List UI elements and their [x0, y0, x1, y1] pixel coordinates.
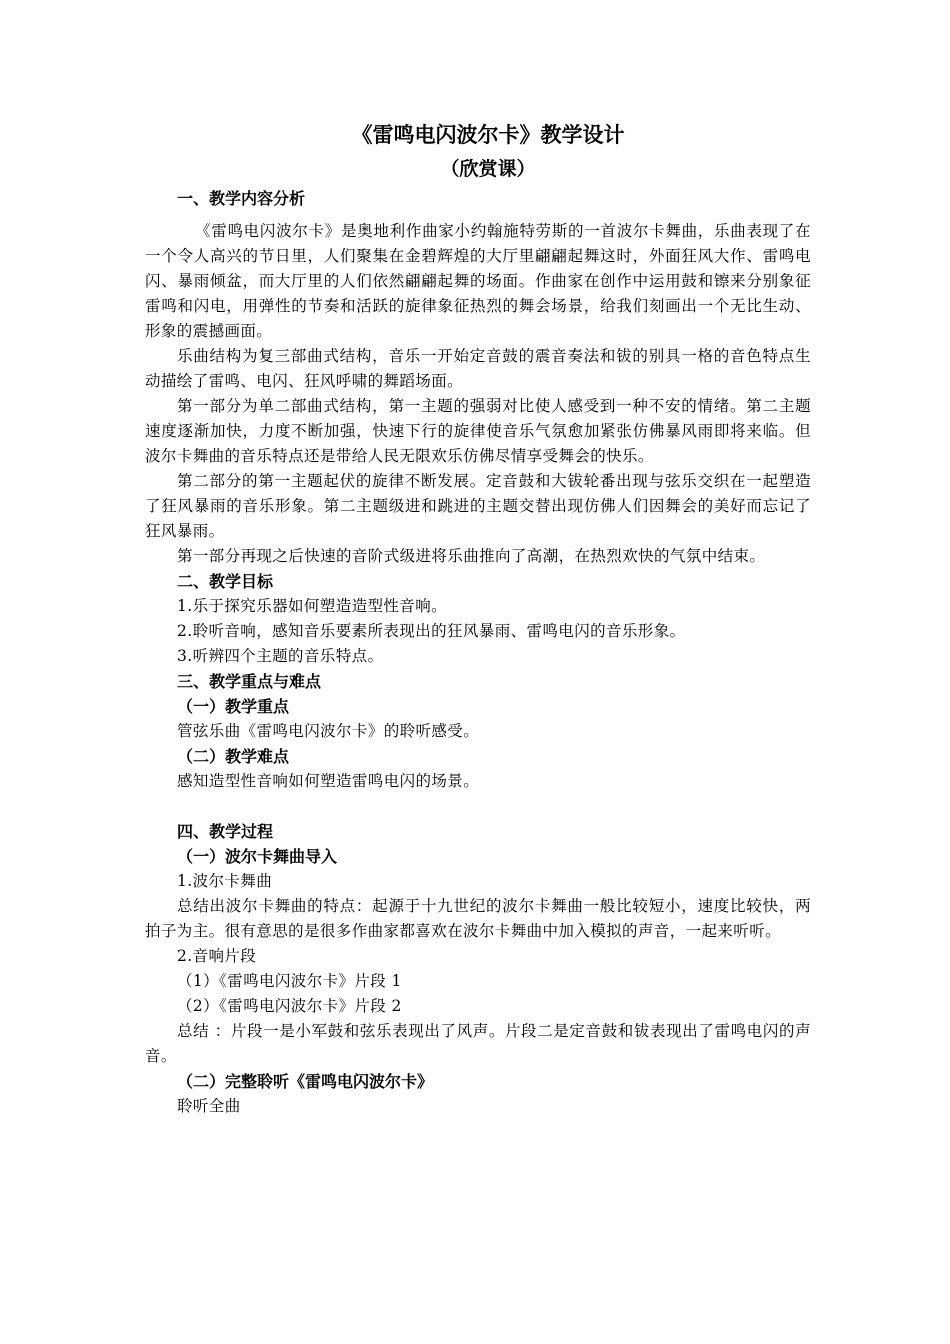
subheading-polka-intro: （一）波尔卡舞曲导入	[177, 847, 338, 866]
subheading-difficulty: （二）教学难点	[177, 747, 290, 766]
document-page	[145, 118, 811, 1119]
section-heading-teaching-process: 四、教学过程	[177, 822, 274, 841]
difficulty-text: 感知造型性音响如何塑造雷鸣电闪的场景。	[177, 772, 480, 790]
process-item: 1.波尔卡舞曲	[177, 872, 273, 890]
audio-clip-item: （1）《雷鸣电闪波尔卡》片段 1	[177, 972, 402, 990]
section-heading-content-analysis: 一、教学内容分析	[177, 189, 306, 208]
paragraph: 第二部分的第一主题起伏的旋律不断发展。定音鼓和大钹轮番出现与弦乐交织在一起塑造了狂风暴雨的音乐形象。第二主题级进和跳进的主题交替出现仿佛人们因舞会的美好而忘记了狂风暴雨。	[145, 472, 811, 540]
paragraph: 总结出波尔卡舞曲的特点：起源于十九世纪的波尔卡舞曲一般比较短小，速度比较快，两拍子为主。很有意思的是很多作曲家都喜欢在波尔卡舞曲中加入模拟的声音，一起来听听。	[145, 897, 811, 940]
goal-item: 1.乐于探究乐器如何塑造造型性音响。	[177, 597, 447, 615]
goal-item: 3.听辨四个主题的音乐特点。	[177, 647, 384, 665]
section-heading-key-points: 三、教学重点与难点	[177, 672, 322, 691]
audio-clip-item: （2）《雷鸣电闪波尔卡》片段 2	[177, 997, 402, 1015]
process-item: 聆听全曲	[177, 1097, 241, 1115]
process-item: 2.音响片段	[177, 947, 257, 965]
goal-item: 2.聆听音响，感知音乐要素所表现出的狂风暴雨、雷鸣电闪的音乐形象。	[177, 622, 686, 640]
spacer	[145, 794, 811, 819]
subheading-full-listening: （二）完整聆听《雷鸣电闪波尔卡》	[177, 1072, 434, 1091]
document-subtitle: （欣赏课）	[440, 158, 536, 180]
paragraph: 第一部分再现之后快速的音阶式级进将乐曲推向了高潮，在热烈欢快的气氛中结束。	[177, 547, 766, 565]
paragraph: 《雷鸣电闪波尔卡》是奥地利作曲家小约翰施特劳斯的一首波尔卡舞曲，乐曲表现了在一个令人高兴的节日里，人们聚集在金碧辉煌的大厅里翩翩起舞这时，外面狂风大作、雷鸣电闪、暴雨倾盆，而大厅里的人们依然翩翩起舞的场面。作曲家在创作中运用鼓和镲来分别象征雷鸣和闪电，用弹性的节奏和活跃的旋律象征热烈的舞会场景，给我们刻画出一个无比生动、形象的震撼画面。	[145, 222, 811, 340]
spacer	[145, 211, 811, 219]
section-heading-teaching-goals: 二、教学目标	[177, 572, 274, 591]
key-point-text: 管弦乐曲《雷鸣电闪波尔卡》的聆听感受。	[177, 722, 480, 740]
subheading-key-point: （一）教学重点	[177, 697, 290, 716]
document-title: 《雷鸣电闪波尔卡》教学设计	[351, 123, 625, 147]
paragraph: 总结 ：片段一是小军鼓和弦乐表现出了风声。片段二是定音鼓和钹表现出了雷鸣电闪的声音。	[145, 1022, 811, 1065]
paragraph: 乐曲结构为复三部曲式结构，音乐一开始定音鼓的震音奏法和钹的别具一格的音色特点生动描绘了雷鸣、电闪、狂风呼啸的舞蹈场面。	[145, 347, 811, 390]
paragraph: 第一部分为单二部曲式结构，第一主题的强弱对比使人感受到一种不安的情绪。第二主题速度逐渐加快，力度不断加强，快速下行的旋律使音乐气氛愈加紧张仿佛暴风雨即将来临。但波尔卡舞曲的音乐特点还是带给人民无限欢乐仿佛尽情享受舞会的快乐。	[145, 397, 811, 465]
